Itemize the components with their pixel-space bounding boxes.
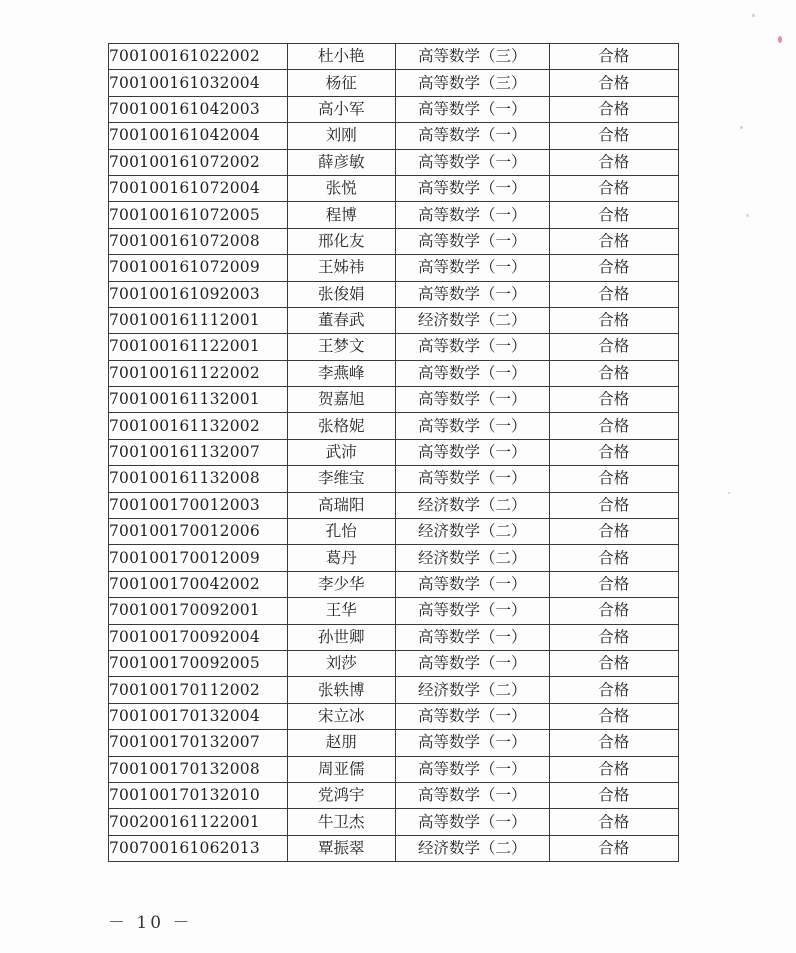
course-cell: 经济数学（二） xyxy=(396,519,550,545)
result-cell: 合格 xyxy=(549,149,678,175)
candidate-name-cell: 高瑞阳 xyxy=(287,492,395,518)
result-cell: 合格 xyxy=(549,255,678,281)
table-row xyxy=(109,70,679,96)
candidate-name-cell: 李维宝 xyxy=(287,466,395,492)
candidate-name-cell: 李少华 xyxy=(287,571,395,597)
candidate-id-cell: 700100170132004 xyxy=(109,703,288,729)
candidate-id-cell: 700100161122001 xyxy=(109,334,288,360)
table-row xyxy=(109,307,679,333)
course-cell: 高等数学（一） xyxy=(396,598,550,624)
table-row xyxy=(109,123,679,149)
course-cell: 经济数学（二） xyxy=(396,677,550,703)
course-cell: 经济数学（二） xyxy=(396,492,550,518)
table-row xyxy=(109,175,679,201)
candidate-id-cell: 700100170092001 xyxy=(109,598,288,624)
table-row xyxy=(109,545,679,571)
candidate-id-cell: 700100161042004 xyxy=(109,123,288,149)
candidate-name-cell: 贺嘉旭 xyxy=(287,387,395,413)
table-row xyxy=(109,650,679,676)
table-row xyxy=(109,703,679,729)
table-row xyxy=(109,202,679,228)
course-cell: 经济数学（二） xyxy=(396,307,550,333)
course-cell: 高等数学（一） xyxy=(396,730,550,756)
candidate-id-cell: 700100161132002 xyxy=(109,413,288,439)
candidate-name-cell: 张轶博 xyxy=(287,677,395,703)
scan-speck xyxy=(778,36,782,43)
result-cell: 合格 xyxy=(549,809,678,835)
candidate-name-cell: 张格妮 xyxy=(287,413,395,439)
table-row xyxy=(109,571,679,597)
table-row xyxy=(109,677,679,703)
result-cell: 合格 xyxy=(549,703,678,729)
course-cell: 高等数学（一） xyxy=(396,387,550,413)
table-row xyxy=(109,782,679,808)
candidate-id-cell: 700100161132007 xyxy=(109,439,288,465)
table-row xyxy=(109,387,679,413)
candidate-id-cell: 700100170132007 xyxy=(109,730,288,756)
table-row xyxy=(109,44,679,70)
course-cell: 高等数学（一） xyxy=(396,334,550,360)
candidate-name-cell: 高小军 xyxy=(287,96,395,122)
candidate-name-cell: 葛丹 xyxy=(287,545,395,571)
candidate-id-cell: 700100161042003 xyxy=(109,96,288,122)
candidate-id-cell: 700100170092004 xyxy=(109,624,288,650)
candidate-id-cell: 700200161122001 xyxy=(109,809,288,835)
course-cell: 高等数学（一） xyxy=(396,149,550,175)
course-cell: 高等数学（一） xyxy=(396,413,550,439)
course-cell: 高等数学（一） xyxy=(396,782,550,808)
result-cell: 合格 xyxy=(549,730,678,756)
candidate-id-cell: 700100170012003 xyxy=(109,492,288,518)
table-row xyxy=(109,809,679,835)
candidate-name-cell: 武沛 xyxy=(287,439,395,465)
course-cell: 经济数学（二） xyxy=(396,545,550,571)
course-cell: 高等数学（一） xyxy=(396,281,550,307)
course-cell: 高等数学（一） xyxy=(396,228,550,254)
scan-speck xyxy=(752,14,755,17)
result-cell: 合格 xyxy=(549,413,678,439)
table-row xyxy=(109,598,679,624)
candidate-name-cell: 孔怡 xyxy=(287,519,395,545)
table-row xyxy=(109,334,679,360)
result-cell: 合格 xyxy=(549,307,678,333)
course-cell: 高等数学（一） xyxy=(396,571,550,597)
course-cell: 高等数学（一） xyxy=(396,96,550,122)
candidate-name-cell: 刘莎 xyxy=(287,650,395,676)
result-cell: 合格 xyxy=(549,624,678,650)
table-row xyxy=(109,519,679,545)
candidate-name-cell: 张悦 xyxy=(287,175,395,201)
result-cell: 合格 xyxy=(549,281,678,307)
course-cell: 高等数学（一） xyxy=(396,466,550,492)
result-cell: 合格 xyxy=(549,756,678,782)
candidate-name-cell: 周亚儒 xyxy=(287,756,395,782)
result-cell: 合格 xyxy=(549,598,678,624)
candidate-name-cell: 王华 xyxy=(287,598,395,624)
candidate-id-cell: 700100161122002 xyxy=(109,360,288,386)
candidate-name-cell: 党鸿宇 xyxy=(287,782,395,808)
candidate-name-cell: 牛卫杰 xyxy=(287,809,395,835)
results-table xyxy=(108,43,679,862)
result-cell: 合格 xyxy=(549,519,678,545)
candidate-name-cell: 张俊娟 xyxy=(287,281,395,307)
candidate-id-cell: 700100161072008 xyxy=(109,228,288,254)
table-row xyxy=(109,439,679,465)
result-cell: 合格 xyxy=(549,387,678,413)
candidate-id-cell: 700100161132001 xyxy=(109,387,288,413)
candidate-name-cell: 程博 xyxy=(287,202,395,228)
candidate-id-cell: 700700161062013 xyxy=(109,835,288,861)
table-row xyxy=(109,492,679,518)
candidate-id-cell: 700100170012009 xyxy=(109,545,288,571)
result-cell: 合格 xyxy=(549,650,678,676)
result-cell: 合格 xyxy=(549,466,678,492)
candidate-id-cell: 700100170092005 xyxy=(109,650,288,676)
candidate-id-cell: 700100170112002 xyxy=(109,677,288,703)
table-row xyxy=(109,281,679,307)
course-cell: 经济数学（二） xyxy=(396,835,550,861)
result-cell: 合格 xyxy=(549,571,678,597)
result-cell: 合格 xyxy=(549,175,678,201)
results-table-body xyxy=(109,44,679,862)
course-cell: 高等数学（一） xyxy=(396,650,550,676)
candidate-id-cell: 700100170132008 xyxy=(109,756,288,782)
table-row xyxy=(109,624,679,650)
scan-speck xyxy=(728,492,730,494)
table-row xyxy=(109,149,679,175)
result-cell: 合格 xyxy=(549,439,678,465)
scan-speck xyxy=(740,126,743,129)
candidate-name-cell: 杜小艳 xyxy=(287,44,395,70)
candidate-name-cell: 宋立冰 xyxy=(287,703,395,729)
candidate-name-cell: 王姊祎 xyxy=(287,255,395,281)
result-cell: 合格 xyxy=(549,334,678,360)
table-row xyxy=(109,756,679,782)
course-cell: 高等数学（一） xyxy=(396,703,550,729)
result-cell: 合格 xyxy=(549,782,678,808)
course-cell: 高等数学（一） xyxy=(396,175,550,201)
result-cell: 合格 xyxy=(549,96,678,122)
candidate-id-cell: 700100161072004 xyxy=(109,175,288,201)
candidate-id-cell: 700100161032004 xyxy=(109,70,288,96)
table-row xyxy=(109,730,679,756)
course-cell: 高等数学（一） xyxy=(396,123,550,149)
table-row xyxy=(109,255,679,281)
course-cell: 高等数学（一） xyxy=(396,360,550,386)
result-cell: 合格 xyxy=(549,545,678,571)
result-cell: 合格 xyxy=(549,835,678,861)
candidate-name-cell: 杨征 xyxy=(287,70,395,96)
table-row xyxy=(109,466,679,492)
result-cell: 合格 xyxy=(549,44,678,70)
course-cell: 高等数学（一） xyxy=(396,756,550,782)
scan-speck xyxy=(746,214,749,217)
candidate-id-cell: 700100161112001 xyxy=(109,307,288,333)
candidate-id-cell: 700100161132008 xyxy=(109,466,288,492)
course-cell: 高等数学（一） xyxy=(396,255,550,281)
course-cell: 高等数学（三） xyxy=(396,70,550,96)
result-cell: 合格 xyxy=(549,202,678,228)
course-cell: 高等数学（一） xyxy=(396,624,550,650)
candidate-name-cell: 李燕峰 xyxy=(287,360,395,386)
table-row xyxy=(109,835,679,861)
candidate-name-cell: 董春武 xyxy=(287,307,395,333)
result-cell: 合格 xyxy=(549,228,678,254)
course-cell: 高等数学（一） xyxy=(396,439,550,465)
candidate-name-cell: 王梦文 xyxy=(287,334,395,360)
candidate-id-cell: 700100170132010 xyxy=(109,782,288,808)
table-row xyxy=(109,96,679,122)
result-cell: 合格 xyxy=(549,123,678,149)
candidate-id-cell: 700100161072009 xyxy=(109,255,288,281)
candidate-name-cell: 邢化友 xyxy=(287,228,395,254)
candidate-id-cell: 700100161022002 xyxy=(109,44,288,70)
candidate-name-cell: 刘刚 xyxy=(287,123,395,149)
table-row xyxy=(109,413,679,439)
table-row xyxy=(109,360,679,386)
course-cell: 高等数学（一） xyxy=(396,202,550,228)
candidate-name-cell: 孙世卿 xyxy=(287,624,395,650)
candidate-name-cell: 薛彦敏 xyxy=(287,149,395,175)
candidate-name-cell: 覃振翠 xyxy=(287,835,395,861)
result-cell: 合格 xyxy=(549,677,678,703)
candidate-id-cell: 700100161072002 xyxy=(109,149,288,175)
candidate-id-cell: 700100161092003 xyxy=(109,281,288,307)
course-cell: 高等数学（一） xyxy=(396,809,550,835)
candidate-id-cell: 700100161072005 xyxy=(109,202,288,228)
table-row xyxy=(109,228,679,254)
result-cell: 合格 xyxy=(549,492,678,518)
page-number: － 10 － xyxy=(108,913,193,933)
result-cell: 合格 xyxy=(549,360,678,386)
candidate-id-cell: 700100170012006 xyxy=(109,519,288,545)
result-cell: 合格 xyxy=(549,70,678,96)
course-cell: 高等数学（三） xyxy=(396,44,550,70)
candidate-id-cell: 700100170042002 xyxy=(109,571,288,597)
candidate-name-cell: 赵朋 xyxy=(287,730,395,756)
